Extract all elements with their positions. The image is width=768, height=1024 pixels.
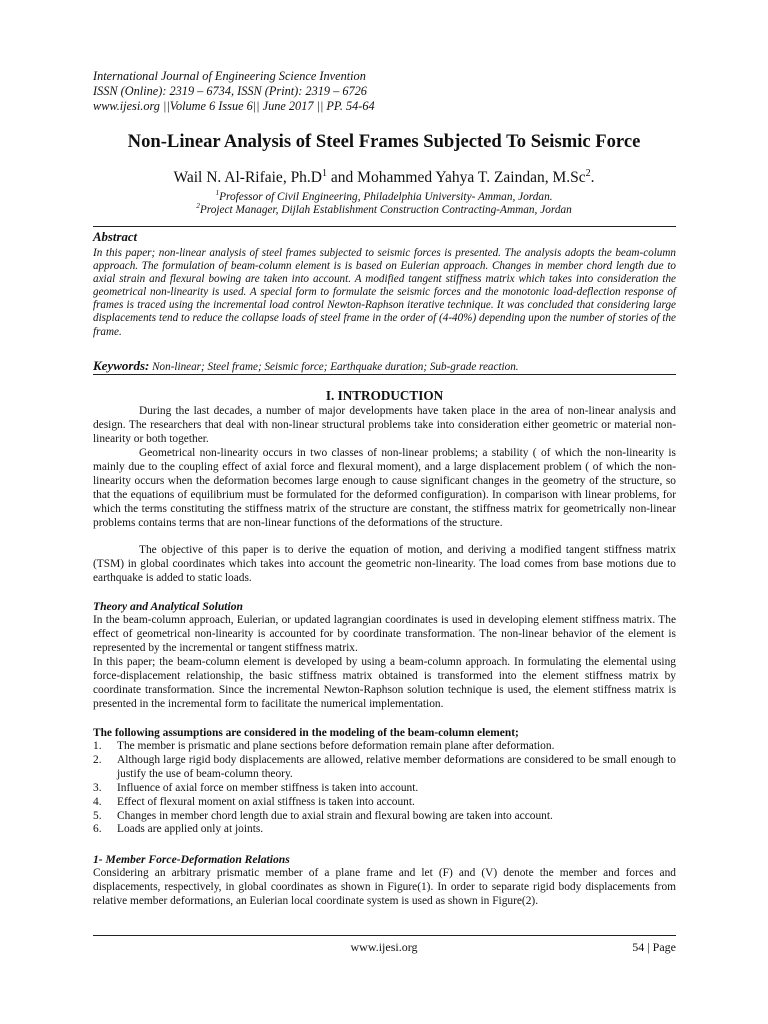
journal-volume: www.ijesi.org ||Volume 6 Issue 6|| June 2017 || PP. 54-64 bbox=[93, 99, 375, 113]
list-item bbox=[93, 754, 676, 782]
author-2-superscript: 2 bbox=[585, 168, 591, 179]
list-item-number: 2. bbox=[93, 753, 102, 766]
author-line-end: . bbox=[590, 169, 595, 187]
affiliation-1-superscript: 1 bbox=[215, 188, 220, 197]
list-item-text: Although large rigid body displacements are allowed, relative member deformations are considered to be small enough to justify the use of beam-column theory. bbox=[117, 753, 676, 780]
list-item-number: 3. bbox=[93, 781, 102, 794]
abstract-bottom-rule bbox=[93, 374, 676, 375]
author-1-superscript: 1 bbox=[322, 168, 328, 179]
keywords-label: Keywords: bbox=[93, 358, 150, 373]
intro-paragraph-3: The objective of this paper is to derive the equation of motion, and deriving a modified tangent stiffness matrix (TSM) in global coordinates which takes into account the geometric non-linearity. The load comes from base motions due to earthquake is added to static loads. bbox=[93, 544, 676, 584]
list-item-number: 4. bbox=[93, 795, 102, 808]
journal-issn: ISSN (Online): 2319 – 6734, ISSN (Print): 2319 – 6726 bbox=[93, 84, 367, 98]
list-item-number: 6. bbox=[93, 823, 102, 836]
list-item-text: Changes in member chord length due to axial strain and flexural bowing are taken into account. bbox=[117, 809, 553, 822]
list-item-text: Influence of axial force on member stiffness is taken into account. bbox=[117, 781, 419, 794]
subsection-heading-member-relations: 1- Member Force-Deformation Relations bbox=[93, 853, 290, 866]
author-1: Wail N. Al-Rifaie, Ph.D bbox=[173, 169, 323, 187]
footer-website-link[interactable]: www.ijesi.org bbox=[350, 940, 418, 954]
list-item bbox=[93, 740, 676, 754]
footer-page-number: 54 | Page bbox=[632, 940, 676, 954]
member-paragraph-1: Considering an arbitrary prismatic member of a plane frame and let (F) and (V) denote the member and forces and displacements, respectively, in global coordinates as shown in Figure(1). In order to separate rigid body displacements from relative member deformations, an Eulerian local coordinate system is used as shown in Figure(2). bbox=[93, 867, 676, 907]
intro-paragraph-2: Geometrical non-linearity occurs in two classes of non-linear problems; a stability ( of which the non-linearity is mainly due to the coupling effect of axial force and flexural moment), and a large displacement problem ( of which the non-linearity occurs when the deformation becomes large enough to cause significant changes in the geometry of the structure, so that the equations of equilibrium must be formulated for the deformed configuration). In comparison with linear problems, for which the terms constituting the stiffness matrix of the structure are constant, the stiffness matrix for geometrically non-linear problems contains terms that are non-linear functions of the deformations of the structure. bbox=[93, 447, 676, 529]
list-item bbox=[93, 823, 676, 837]
list-item bbox=[93, 810, 676, 824]
abstract-text: In this paper; non-linear analysis of steel frames subjected to seismic forces is presented. The analysis adopts the beam-column approach. The formulation of beam-column element is is based on Eulerian approach. Changes in member chord length due to axial strain and flexural bowing are taken into account. A modified tangent stiffness matrix which takes into consideration the geometrical non-linearity is used. A special form to formulate the seismic forces and the monotonic load-deflection response of frames is traced using the incremental load control Newton-Raphson iterative technique. It was concluded that considering large displacements tend to reduce the collapse loads of steel frame in the order of (4-40%) depending upon the number of stories of the frame. bbox=[93, 247, 676, 338]
list-item bbox=[93, 796, 676, 810]
footer-rule bbox=[93, 935, 676, 936]
subsection-heading-theory: Theory and Analytical Solution bbox=[93, 600, 243, 613]
list-item bbox=[93, 782, 676, 796]
keywords-text: Non-linear; Steel frame; Seismic force; Earthquake duration; Sub-grade reaction. bbox=[149, 361, 519, 373]
list-item-text: Loads are applied only at joints. bbox=[117, 823, 264, 836]
intro-paragraph-1: During the last decades, a number of major developments have taken place in the area of non-linear analysis and design. The researchers that deal with non-linear structural problems take into consideration either geometric or material non-linearity or both together. bbox=[93, 405, 676, 445]
keywords-line bbox=[93, 359, 676, 374]
assumptions-list bbox=[93, 740, 676, 837]
list-item-number: 1. bbox=[93, 740, 102, 752]
theory-paragraph-2: In this paper; the beam-column element is developed by using a beam-column approach. In formulating the elemental using force-displacement relationship, the basic stiffness matrix obtained is transformed into the element stiffness matrix by coordinate transformation. Since the incremental Newton-Raphson solution technique is used, the element stiffness matrix is presented in the incremental form to facilitate the numerical implementation. bbox=[93, 656, 676, 710]
affiliation-2 bbox=[60, 199, 708, 217]
affiliation-2-text: Project Manager, Dijlah Establishment Construction Contracting-Amman, Jordan bbox=[199, 203, 572, 216]
affiliation-2-superscript: 2 bbox=[196, 201, 200, 210]
author-2: and Mohammed Yahya T. Zaindan, M.Sc bbox=[327, 169, 586, 187]
list-item-text: Effect of flexural moment on axial stiffness is taken into account. bbox=[117, 795, 415, 808]
abstract-heading: Abstract bbox=[93, 230, 138, 244]
list-item-number: 5. bbox=[93, 809, 102, 822]
list-item-text: The member is prismatic and plane sections before deformation remain plane after deformation. bbox=[117, 740, 555, 752]
author-line bbox=[60, 164, 708, 188]
section-heading-introduction: I. INTRODUCTION bbox=[325, 388, 444, 403]
assumptions-heading: The following assumptions are considered in the modeling of the beam-column element; bbox=[93, 727, 519, 739]
affiliation-1-text: Professor of Civil Engineering, Philadelphia University- Amman, Jordan. bbox=[219, 190, 553, 203]
paper-title: Non-Linear Analysis of Steel Frames Subjected To Seismic Force bbox=[127, 131, 641, 152]
abstract-top-rule bbox=[93, 226, 676, 227]
theory-paragraph-1: In the beam-column approach, Eulerian, or updated lagrangian coordinates is used in developing element stiffness matrix. The effect of geometrical non-linearity is accounted for by coordinate transformation. The non-linear behavior of the element is represented by the incremental or tangent stiffness matrix. bbox=[93, 614, 676, 654]
journal-name: International Journal of Engineering Science Invention bbox=[93, 69, 366, 83]
